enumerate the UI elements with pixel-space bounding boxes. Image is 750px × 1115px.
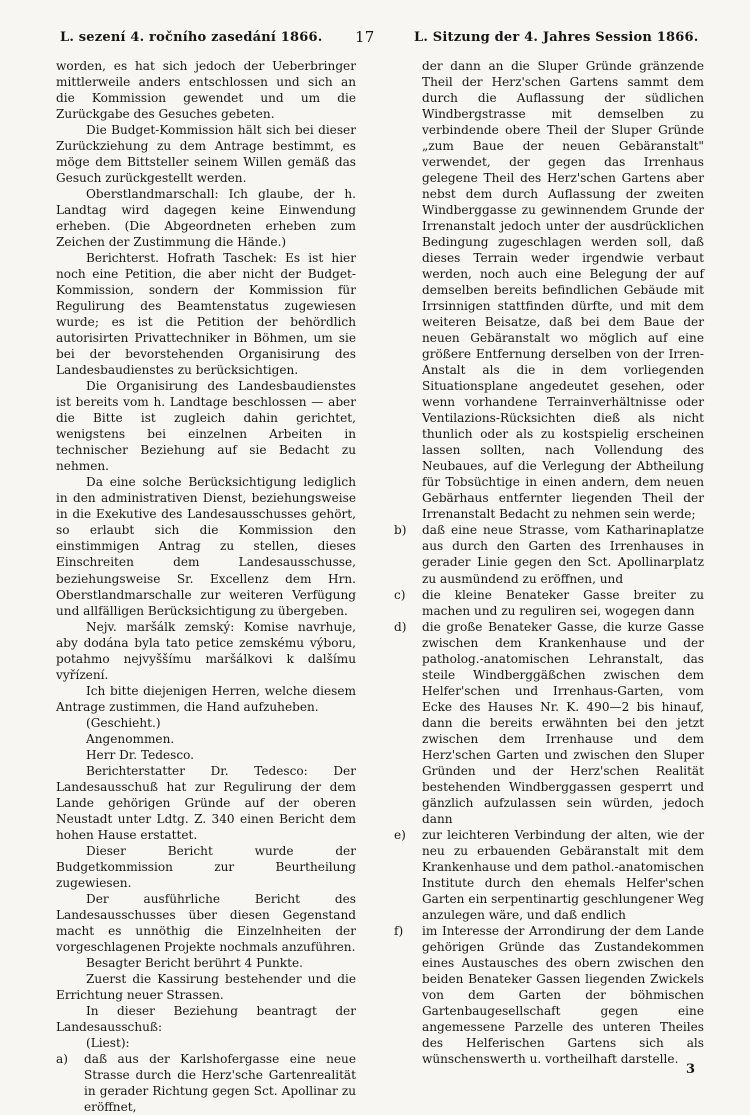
header-german: L. Sitzung der 4. Jahres Session 1866. (414, 30, 699, 45)
list-item (394, 619, 704, 827)
paragraph: (Geschieht.) (86, 715, 161, 730)
right-column (394, 58, 704, 1067)
list-item (394, 827, 704, 923)
list-text: die große Benateker Gasse, die kurze Gasse zwischen dem Krankenhause und der patholog.-anatomischen Lehranstalt, das steile Windberggäßchen zwischen dem Helfer'schen und Irrenhaus-Garten, vom Ecke des Hauses Nr. K. 490—2 bis hinauf, dann die bereits erwähnten bei den jetzt zwischen dem Irrenhause und dem Herz'schen Garten und zwischen den Sluper Gründen und der Herz'schen Realität bestehenden Windberggassen gesperrt und gänzlich aufzulassen sein würden, jedoch dann (422, 619, 704, 826)
list-text: zur leichteren Verbindung der alten, wie der neu zu erbauenden Gebäranstalt mit dem Krankenhause und dem pathol.-anatomischen Institute durch den ehemals Helfer'schen Garten ein serpentinartig geschlungener Weg anzulegen wäre, und daß endlich (422, 827, 704, 922)
list-item (394, 587, 704, 619)
paragraph: Berichterstatter Dr. Tedesco: Der Landesausschuß hat zur Regulirung der dem Lande gehörigen Gründe auf der oberen Neustadt unter Ldtg. Z. 340 einen Bericht dem hohen Hause erstattet. (56, 763, 356, 842)
paragraph: Die Budget-Kommission hält sich bei dieser Zurückziehung zu dem Antrage bestimmt, es möge dem Bittsteller seinem Willen gemäß das Gesuch zurückgestellt werden. (56, 123, 356, 186)
list-label: a) (56, 1051, 68, 1066)
paragraph: worden, es hat sich jedoch der Ueberbringer mittlerweile anders entschlossen und sich an die Kommission gewendet und um die Zurückgabe des Gesuches gebeten. (56, 59, 356, 122)
paragraph: Oberstlandmarschall: Ich glaube, der h. Landtag wird dagegen keine Einwendung erheben. (Die Abgeordneten erheben zum Zeichen der Zustimmung die Hände.) (56, 187, 356, 250)
list-label: d) (394, 619, 407, 634)
header-czech: L. sezení 4. ročního zasedání 1866. (60, 30, 323, 45)
list-text: daß aus der Karlshofergasse eine neue Strasse durch die Herz'sche Gartenrealität in gerader Richtung gegen Sct. Apollinar zu eröffnet, (84, 1051, 356, 1115)
paragraph: Dieser Bericht wurde der Budgetkommission zur Beurtheilung zugewiesen. (56, 843, 356, 890)
list-label: e) (394, 827, 406, 842)
list-text: die kleine Benateker Gasse breiter zu machen und zu reguliren sei, wogegen dann (422, 587, 704, 618)
list-label: f) (394, 923, 404, 938)
paragraph: (Liest): (86, 1035, 130, 1050)
page-number: 17 (355, 28, 375, 46)
paragraph: Zuerst die Kassirung bestehender und die Errichtung neuer Strassen. (56, 971, 356, 1002)
paragraph: Der ausführliche Bericht des Landesausschusses über diesen Gegenstand macht es unnöthig die Einzelnheiten der vorgeschlagenen Projekte nochmals anzuführen. (56, 891, 356, 954)
paragraph-czech: Nejv. maršálk zemský: Komise navrhuje, aby dodána byla tato petice zemskému výboru, potahmo nejvyššímu maršálkovi k dalšímu vyřízení. (56, 619, 356, 682)
paragraph: der dann an die Sluper Gründe gränzende Theil der Herz'schen Gartens sammt dem durch die Auflassung der südlichen Windbergstrasse mit demselben zu verbindende obere Theil der Sluper Gründe „zum Baue der neuen Gebäranstalt" verwendet, der gegen das Irrenhaus gelegene Theil des Herz'schen Gartens aber nebst dem durch Auflassung der zweiten Windberggasse zu gewinnendem Grunde der Irrenanstalt jedoch unter der ausdrücklichen Bedingung zugeschlagen werden soll, daß dieses Terrain weder irgendwie verbaut werden, noch auch eine Belegung der auf demselben bereits befindlichen Gebäude mit Irrsinnigen stattfinden dürfte, und mit dem weiteren Beisatze, daß bei dem Baue der neuen Gebäranstalt wo möglich auf eine größere Entfernung derselben von der Irren-Anstalt als die in dem vorliegenden Situationsplane angedeutet gesehen, oder wenn vorhandene Terrainverhältnisse oder Ventilazions-Rücksichten dieß als nicht thunlich oder als zu kostspielig erscheinen lassen sollten, nach Vollendung des Neubaues, auf die Verlegung der Abtheilung für Tobsüchtige in einen andern, dem neuen Gebärhaus entfernter liegenden Theil der Irrenanstalt Bedacht zu nehmen sein werde; (422, 59, 704, 522)
list-item (56, 1051, 356, 1115)
paragraph: Die Organisirung des Landesbaudienstes ist bereits vom h. Landtage beschlossen — aber die Bitte ist zugleich dahin gerichtet, wenigstens bei einzelnen Arbeiten in technischer Beziehung auf sie Bedacht zu nehmen. (56, 379, 356, 474)
list-label: b) (394, 523, 407, 538)
list-text: daß eine neue Strasse, vom Katharinaplatze aus durch den Garten des Irrenhauses in gerader Linie gegen den Sct. Apollinarplatz zu ausmündend zu eröffnen, und (422, 523, 704, 586)
paragraph: Berichterst. Hofrath Taschek: Es ist hier noch eine Petition, die aber nicht der Budget-Kommission, sondern der Kommission für Regulirung des Beamtenstatus zugewiesen wurde; es ist die Petition der behördlich autorisirten Privattechniker in Böhmen, um sie bei der bevorstehenden Organisirung des Landesbaudienstes zu berücksichtigen. (56, 251, 356, 378)
list-text: im Interesse der Arrondirung der dem Lande gehörigen Gründe das Zustandekommen eines Austausches des obern zwischen den beiden Benateker Gassen liegenden Zwickels von dem Garten der böhmischen Gartenbaugesellschaft gegen eine angemessene Parzelle des unteren Theiles des Helferischen Gartens sich als wünschenswerth u. vortheilhaft darstelle. (422, 923, 704, 1066)
paragraph: In dieser Beziehung beantragt der Landesausschuß: (56, 1003, 356, 1034)
list-item (394, 923, 704, 1067)
sheet-number: 3 (686, 1062, 696, 1077)
list-item (394, 522, 704, 586)
paragraph: Angenommen. (86, 731, 175, 746)
paragraph: Ich bitte diejenigen Herren, welche diesem Antrage zustimmen, die Hand aufzuheben. (56, 683, 356, 714)
left-column (56, 58, 356, 1115)
list-label: c) (394, 587, 406, 602)
paragraph: Besagter Bericht berührt 4 Punkte. (86, 955, 303, 970)
paragraph: Herr Dr. Tedesco. (86, 747, 195, 762)
paragraph: Da eine solche Berücksichtigung lediglich in den administrativen Dienst, beziehungsweise in die Exekutive des Landesausschusses gehört, so erlaubt sich die Kommission den einstimmigen Antrag zu stellen, dieses Einschreiten dem Landesausschusse, beziehungsweise Sr. Excellenz dem Hrn. Oberstlandmarschalle zur weiteren Verfügung und allfälligen Berücksichtigung zu übergeben. (56, 475, 356, 618)
